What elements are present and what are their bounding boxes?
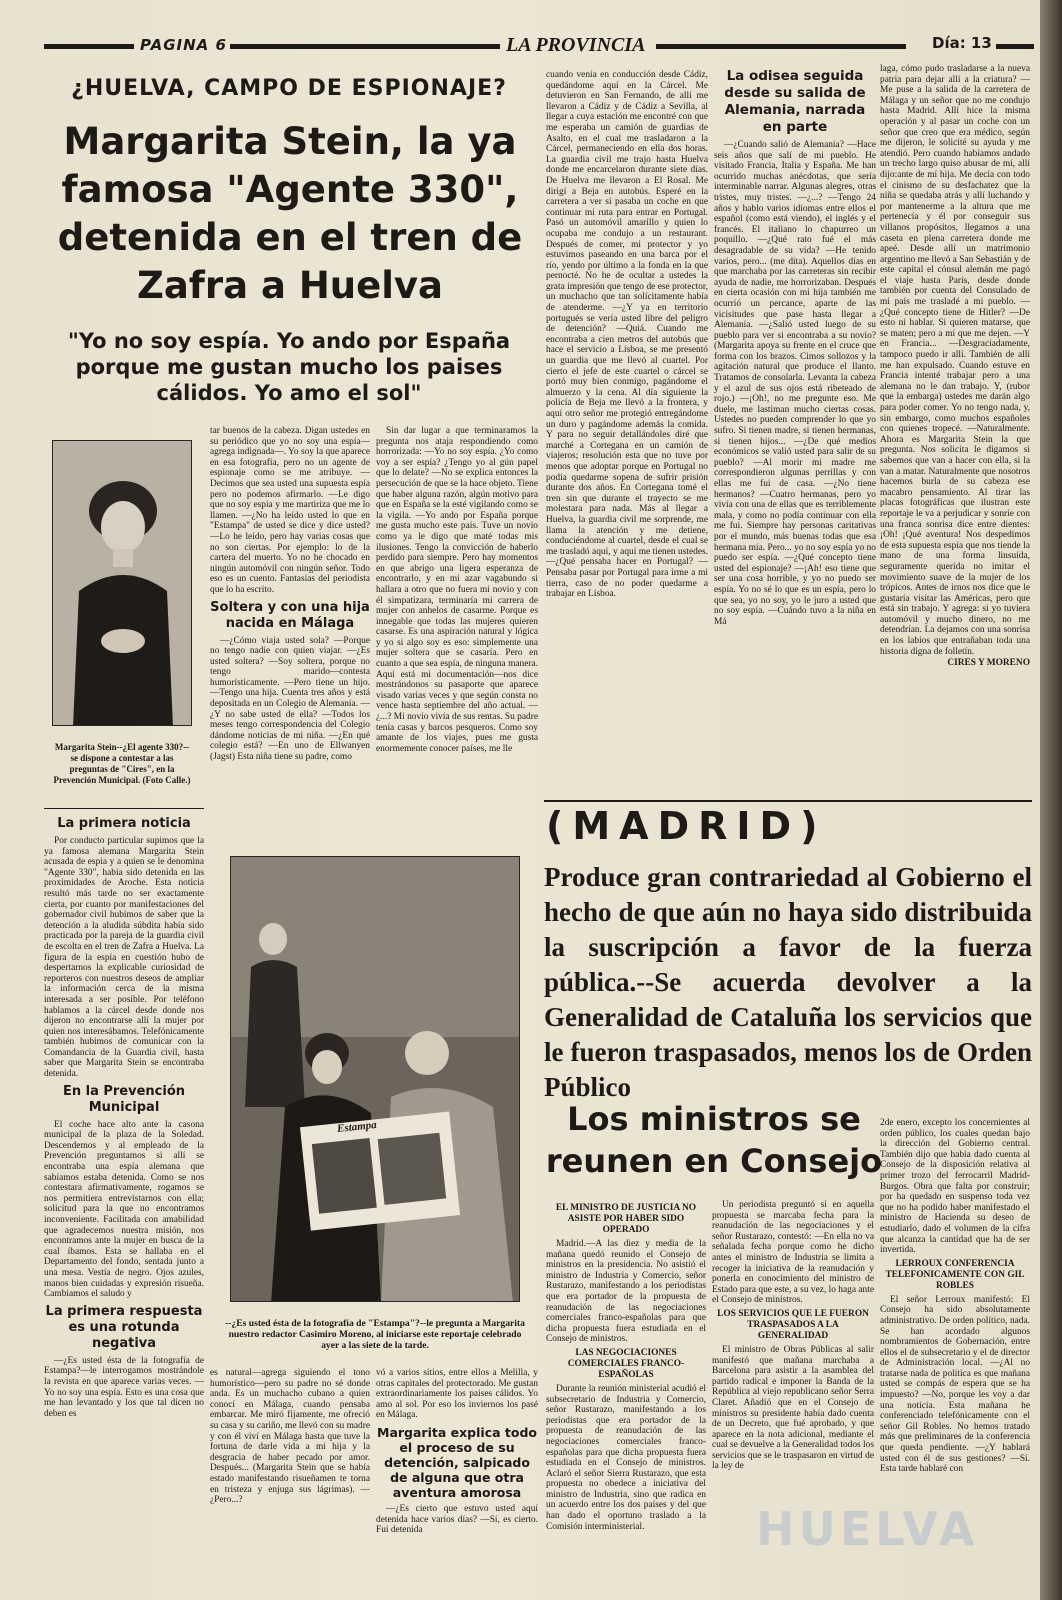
section-text: —¿Cómo viaja usted sola? —Porque no tengo nadie con quien viajar. —¿Es usted soltera? —Soy soltera, porque no tengo marido—contesta humorísticamente. —Pero tiene un hijo. —Tengo una hija. Cuenta tres años y está depositada en un Colegio de Alemania. —¿Y no sabe usted de ella? —Todos los meses tengo correspondencia del Colegio dándome noticias de mi niña. —¿En qué colegio está? —En uno de Ellwanyen (Jagst) Esta niña tiene su padre, como (210, 635, 370, 763)
section-title: LERROUX CONFERENCIA TELEFONICAMENTE CON GIL ROBLES (885, 1258, 1025, 1291)
section-text: —¿Es usted ésta de la fotografía de Estampa?—le interrogamos mostrándole la revista en que aparece varias veces. —Yo no soy una espía. Esto es una cosa que me han levantado y los que tal dicen no deben es (44, 1355, 204, 1419)
headline-line: Margarita Stein, la ya (63, 120, 517, 163)
interview-photo (230, 856, 520, 1302)
section-text: tar buenos de la cabeza. Digan ustedes en su periódico que yo no soy una espía—agrega indignada—. Yo soy la que aparece en esa fotografía, pero no un agente de espionaje como se me atribuye. —Decimos que sea usted una supuesta espía pero no podemos afirmarlo. —Le digo que no soy espía y me martiriza que me lo llamen. —¿No ha leído usted lo que en "Estampa" de usted se dice y dice usted? —Lo he leído, pero hay varias cosas que no son ciertas. Por ejemplo: lo de la cartera del muerto. Yo no he chocado en ningún automóvil con ningún señor. Todo eso es un cuento. Fantasías del periodista que lo ha escrito. (210, 426, 370, 595)
section-text: Sin dar lugar a que terminaramos la pregunta nos ataja respondiendo como horrorizada: —Yo no soy espía. ¿Yo como voy a ser espía? ¿Tengo yo al gún papel que lo delate? —No se explica entonces la persecución de que se la hace objeto. Tiene que haber alguna razón, algún motivo para que en España se la esté vigilando como se la vigila. —Yo ando por España porque me gusta mucho este país. Tuve un novio como ya le digo que maté todas mis ilusiones. Tengo la convicción de haberlo perdido para siempre. Pero hay momentos en que abrigo una ligera esperanza de encontrarlo, y en mi azar vagabundo si hallara a otro que no fuera mi novio y con él simpatizara, terminaría mi carrera de mujer con anhelos de casarme. Porque es innegable que todas las mujeres quieren casarse. Es una aspiración natural y lógica y yo si algo soy es eso: simplemente una mujer soltera que se casaría. Pero en cuanto a que sea espía, de ninguna manera. Aquí está mi documentación—nos dice mostrándonos su pasaporte que aparece visado varias veces y que según consta no vence hasta septiembre del año actual. —¿...? Mi novio vivía de sus rentas. Su padre tenía casas y barcos pesqueros. Como soy amante de los viajes, pues me gusta enormemente conocer países, me lle (376, 426, 538, 754)
section-text: —¿Cuando salió de Alemania? —Hace seis años que salí de mi pueblo. He visitado Francia, Italia y España. Me han ocurrido muchas anécdotas, que sería interminable narrar. Algunas alegres, otras tristes, muy tristes. —¿...? —Tengo 24 años y hablo varios idiomas entre ellos el español (como está viendo), el inglés y el francés. El italiano lo chapurreo un poquillo. —¿Qué rato fué el más desagradable de su vida? —He tenido varios, pero... (me dita). Aquellos días en que marchaba por las carreteras sin recibir ayuda de nadie, me horrorizaban. Después en cierta ocasión con mi hija también me ocurrió un percance, aparte de las vicisitudes que pase hasta llegar a Alemania. —¿Salió usted luego de su pueblo para ver si encontraba a su novio? (Margarita apoya su frente en el cruce que forma con los brazos. Cimos sollozos y la agitación natural que produce el llanto. Tratamos de consolarla. Levanta la cabeza y el azul de sus ojos está ribeteado de rojo.) —¡Oh!, no me pregunte eso. Me duele, me lastiman mucho ciertas cosas. Ustedes no pueden comprender lo que yo sufro. Si tienen madre, si tienen hermanas, si tienen hijos... —¿De qué medios económicos se valió usted para salir de su pueblo? —Al morir mi madre me correspondieron algunas perrillas y con ellas me fui de casa. —¿No tiene hermanos? —Cuatro hermanas, pero yo vivía con una de ellas que es terriblemente mala, y como no podía continuar con ella me fui. Siempre hay personas caritativas por el mundo, más buenas todas que esa hermana mía. Pero... yo no soy espía yo no puedo ser espía. —¿Qué concepto tiene usted del espionaje? —¡Ah! eso tiene que ser una cosa horrible, y yo no puedo ser espía. Yo no sé lo que es un espía, pero lo que sea, yo no soy, yo le juro a usted que no soy espía. —Cuándo tuvo a la niña en Má (714, 140, 876, 627)
subheadline: "Yo no soy espía. Yo ando por España porque me gustan mucho los paises cálidos. Yo amo el sol" (67, 329, 511, 405)
section-text: Durante la reunión ministerial acudió el subsecretario de Industria y Comercio, señor Rustarazo, manifestando a los periodistas que era portador de la propuesta de reanudación de las negociaciones comerciales franco-españolas para que dicha propuesta fuera estudiada en el Consejo de ministros. Aclaró el señor Sierra Rustarazo, que esta propuesta no obedece a iniciativa del ministro de Industria, sino que radica en un acuerdo entre los dos países y del que han dado el oportuno traslado a la Comisión interministerial. (546, 1383, 706, 1532)
portrait-photo (52, 440, 192, 726)
section-title: La primera respuesta es una rotunda negativa (45, 1303, 203, 1351)
headline (40, 118, 540, 310)
section-text: —¿Es cierto que estuvo usted aquí detenida hace varios días? —Sí, es cierto. Fui detenida (376, 1503, 538, 1536)
column-2-bottom (210, 1368, 370, 1572)
section-text: laga, cómo pudo trasladarse a la nueva patria para dejar allí a la criatura? —Me puse a la salida de la carretera de Málaga y un señor que no me condujo hasta Madrid. Allí hice la misma operación y al pasar un coche con un señor que creo que era médico, según me dijeron, le solicité su ayuda y me atendió. Pero cuando habíamos andado un trecho largo quiso abusar de mí, allí dijo:ante de mí hija. Me decía con todo el cinismo de su desfachatez que la niña se quedaba atrás y allí luchando y por mantenerme a la altura que me pertenecía y él por conseguir sus villanos propósitos, llegamos a una caseta en plena carretera donde me apeé. Desde allí un matrimonio argentino me llevó a San Sebastián y de este capital el cónsul alemán me pagó el viaje hasta París, desde donde también por cuenta del Consulado de mi país me trasladé a mi pueblo. —¿Qué concepto tiene de Hitler? —De esto ni hablar. Si quieren matarse, que se maten; pero a mí que me dejen. —Y en Francia... —Desgraciadamente, tampoco puedo ir allí. También de allí me han expulsado. Cuando estuve en Francia intenté trabajar pero a una alemana no le dan trabajo. Y, (rubor que la embarga) ustedes me darán algo para poder comer. Yo no tengo nada, y, sin embargo, como muchos españoles con quienes tropecé. —Naturalmente. Ahora es Margarita Stein la que pregunta. Nos solicita le digamos si sabemos que van a hacer con ella, si la van a matar. Naturalmente que nosotros hacemos burla de su cabeza ese macabro pensamiento. Al tirar las placas fotográficas que ilustran este reportaje le va a perjudicar y sonríe con una franca sonrisa dice entre dientes: ¡Oh! ¡Qué aventura! Nos despedimos de esta supuesta espía que nos tiende la mano de una forma linsuída, seguramente querida no imitar el movimiento suave de la mujer de los trópicos. Antes de irnos nos dice que le gustaría visitar las Américas, pero que está sin trabajo. Y agrega: si yo tuviera automóvil y mucho dinero, no me detendrían. La dejamos con una sonrisa en los labios que entrañaban toda una historia digna de folletín. (880, 64, 1030, 657)
madrid-headline: Produce gran contrariedad al Gobierno el hecho de que aún no haya sido distribuida la suscripción a favor de la fuerza pública.--Se acuerda devolver a la Generalidad de Cataluña los servicios que le fueron traspasados, menos los de Orden Público (544, 862, 1032, 1102)
portrait-caption: Margarita Stein--¿El agente 330?--se dispone a contestar a las preguntas de "Cires", en la Prevención Municipal. (Foto Calle.) (53, 742, 191, 785)
masthead (44, 36, 1034, 64)
column-6 (880, 64, 1030, 790)
column-4 (546, 70, 708, 790)
archive-watermark: HUELVA (756, 1502, 979, 1556)
page-label: PAGINA 6 (140, 36, 227, 54)
section-title: LAS NEGOCIACIONES COMERCIALES FRANCO-ESPAÑOLAS (567, 1347, 685, 1380)
section-text: cuando venía en conducción desde Cádiz, quedándome aquí en la Cárcel. Me detuvieron en San Fernando, de allí me llevaron a Cádiz y de Cádiz a Sevilla, al llegar a cuya estación me encontré con que me esperaba un camión de guardias de Asalto, en el cual me trasladaron a la Cárcel, permaneciendo en ella dos horas. La guardia civil me trajo hasta Huelva donde me encarcelaron durante siete días. De Huelva me llevaron a El Rosal. Me dirigí a Beja en autobús. Esperé en la carretera a ver si pasaba un coche en que continuar mi ruta para entrar en Portugal. Pasó un automóvil amarillo y quien lo ocupaba me condujo a un restaurant. Después de comer, mi protector y yo estuvimos paseando en una barca por el río, yendo por último a la fonda en la que pernocté. No he de ocultar a ustedes la grata impresión que tengo de ese protector, un muchacho que tan solícitamente había de atenderme. —¿Y ya en territorio portugués se vería usted libre del peligro de detención? —Quiá. Cuando me encontraba a cien metros del autobús que hace el servicio a Lisboa, se me presentó un guardia que me llevó al cuartel. Por cierto el jefe de este cuartel o cárcel se portó muy bien conmigo, pagándome el almuerzo y la cena. Al día siguiente la policía de Beja me llevó a la frontera, y aquí otro señor me protegió entregándome un duro y pagándome además la comida. Y para no seguir detallándoles diré que marché a Cortegana en un camión de viajeros; resolución esta que no tuve por menos que adoptar porque en Portugal no podía quedarme sopena de sufrir prisión durante dos años. En Cortegana tomé el tren sin que durante el trayecto se me molestara para nada. Más al llegar a Huelva, la guardia civil me sorprende, me llama la atención y me detiene, conduciéndome al cuartel, desde el cual se me trasladó aquí, y aquí me tienen ustedes. —¿Qué pensaba hacer en Portugal? —Pensaba pasar por Portugal para irme a mi tierra, caso de no poder quedarme a trabajar en Lisboa. (546, 70, 708, 600)
column-3-bottom (376, 1368, 538, 1572)
section-text: 2de enero, excepto los concernientes al orden público, los cuales quedan bajo la dirección del Gobierno central. También dijo que había dado cuenta al Consejo de la disposición relativa al primer trozo del ferrocarril Madrid-Burgos. Obra que falta por construir; por ha quedado en suspenso toda vez que no ha podido haber manifestado el ministro de Hacienda su deseo de estudiarlo, dado el volumen de la cifra que alcanza la cantidad que ha de ser invertida. (880, 1118, 1030, 1256)
madrid-column-1 (546, 1200, 706, 1576)
headline-line: detenida en el tren de (57, 216, 523, 259)
kicker: ¿HUELVA, CAMPO DE ESPIONAJE? (71, 76, 507, 101)
section-text: es natural—agrega siguiendo el tono humorístico—pero su padre no sé donde anda. Es un muchacho cubano a quien conocí en Málaga, cuando pensaba embarcar. Me miró fijamente, me ofreció su casa y su cariño, me llevó con su madre y con él viví en Málaga hasta que tuve la fortuna de darle vida a mi hija y la desgracia de haber pecado por amor. Después... (Margarita Stein que se había estado manifestando risueñamen te torna en tristeza y enjuga sus lágrimas). —¿Pero...? (210, 1368, 370, 1506)
portrait-figure (53, 441, 192, 726)
section-title: En la Prevención Municipal (62, 1083, 186, 1115)
section-text: El ministro de Obras Públicas al salir manifestó que mañana marchaba a Barcelona para asistir a la asamblea del partido radical e imponer la Banda de la República al viejo republicano señor Serra Claret. Añadió que en el Consejo de ministros su presidente había dado cuenta de un Decreto, que fué aprobado, y que aparece en la nota adicional, mediante el cual se devuelve a la Generalidad todos los servicios que se le traspasaron en virtud de la ley de (712, 1344, 874, 1472)
interview-scene (231, 857, 520, 1302)
day-label: Día: 13 (932, 34, 992, 52)
section-text: El señor Lerroux manifestó: El Consejo ha sido absolutamente administrativo. De orden político, nada. Se han acordado algunos nombramientos de Gobernación, entre ellos el de subsecretario y el de director de Administración local. —¿Al no tratarse nada de política es que mañana usted se compás de espera que se ha impuesto? —No, porque les voy a dar una noticia. Esta mañana he conferenciado telefónicamente con el señor Gil Robles. No hemos tratado más que preliminares de la conferencia que queda pendiente. —¿Y hablará usted con él de sus gestiones? —Sí. Esta tarde hablaré con (880, 1294, 1030, 1475)
section-text: vó a varios sitios, entre ellos a Melilla, y otras capitales del protectorado. Me gustan extraordinariamente los paises cálidos. Yo amo al sol. Por eso los inviernos los pasé en Málaga. (376, 1368, 538, 1421)
paper-name: LA PROVINCIA (506, 34, 646, 56)
section-text: Un periodista preguntó si en aquella propuesta se marcaba fecha para la reanudación de las negociaciones y el señor Rustarazo, contestó: —En ella no va señalada fecha porque como he dicho antes el ministro de Industria se limita a recoger la iniciativa de la reanudación y ponerla en conocimiento del ministro de Estado para que este, a su vez, lo haga ante el Consejo de ministros. (712, 1200, 874, 1306)
column-2 (210, 426, 370, 850)
section-title: Soltera y con una hija nacida en Málaga (210, 599, 370, 631)
section-title: EL MINISTRO DE JUSTICIA NO ASISTE POR HABER SIDO OPERADO (555, 1203, 697, 1235)
magazine-title: Estampa (336, 1118, 378, 1136)
interview-caption: --¿Es usted ésta de la fotografía de "Estampa"?--le pregunta a Margarita nuestro redactor Casimiro Moreno, al iniciarse este reportaje celebrado ayer a las siete de la tarde. (225, 1318, 525, 1351)
section-title: La odisea seguida desde su salida de Alemania, narrada en parte (724, 68, 866, 135)
section-text: Por conducto particular supimos que la ya famosa alemana Margarita Stein acusada de espia y a quien se le denomina "Agente 330", había sido detenida en las proximidades de Aroche. Esta noticia resultó más tarde no ser exactamente cierta, por cuanto por manifestaciones del gobernador civil hubimos de saber que la detención a la aludida súbdita había sido practicada por la pareja de la guardia civil de escolta en el tren de Zafra a Huelva. La figura de la espía en cuestión hubo de despertarnos la explicable curiosidad de reporteros con nuestros deseos de ampliar la información cerca de la misma interesada a ser posible. Por teléfono hablamos a la cárcel desde donde nos dijeron no encontrarse allí la mujer por quien nos interesábamos. Telefónicamente también hubimos de comunicar con la Comandancia de la Guardia civil, hasta saber que Margarita Stein se encontraba detenida. (44, 836, 204, 1080)
binding-edge (1040, 0, 1062, 1600)
section-title: Margarita explica todo el proceso de su detención, salpicado de alguna que otra aventura amorosa (377, 1424, 537, 1500)
section-text: Madrid.—A las diez y media de la mañana quedó reunido el Consejo de ministros en la presidencia. No asistió el ministro de Industria y Comercio, señor Rustarazo, manifestando a los periodistas que era portador de la propuesta de reanudación de las negociaciones comerciales franco-españolas para que dicha propuesta fuera estudiada en el Consejo de ministros. (546, 1239, 706, 1345)
column-1 (44, 812, 204, 1572)
column-3 (376, 426, 538, 850)
section-text: El coche hace alto ante la casona municipal de la plaza de la Soledad. Descendemos y al empleado de la Prevención preguntamos si allí se encontraba una espía alemana que sabíamos estaba detenida. Como se nos contestara afirmativamente, rogamos se nos permitiera entrevistarnos con ella; solicitud para la que no encontramos inconveniente. Facilitada con amabilidad que agradecemos nuestra misión, nos encontramos ante la mujer en busca de la cual íbamos. Esta se hallaba en el Departamento del fondo, sentada junto a una mesa. Vestía de negro. Ojos azules, manos bien cuidadas y expresión risueña. Cambiamos el saludo y (44, 1119, 204, 1300)
madrid-subheadline: Los ministros se reunen en Consejo (545, 1100, 883, 1180)
headline-line: Zafra a Huelva (136, 264, 443, 307)
column-5 (714, 64, 876, 790)
signature: CIRES Y MORENO (947, 658, 1030, 669)
headline-line: famosa "Agente 330", (61, 168, 519, 211)
section-title: LOS SERVICIOS QUE LE FUERON TRASPASADOS A LA GENERALIDAD (717, 1308, 869, 1341)
section-title: La primera noticia (57, 816, 191, 831)
madrid-label: (MADRID) (546, 804, 827, 848)
